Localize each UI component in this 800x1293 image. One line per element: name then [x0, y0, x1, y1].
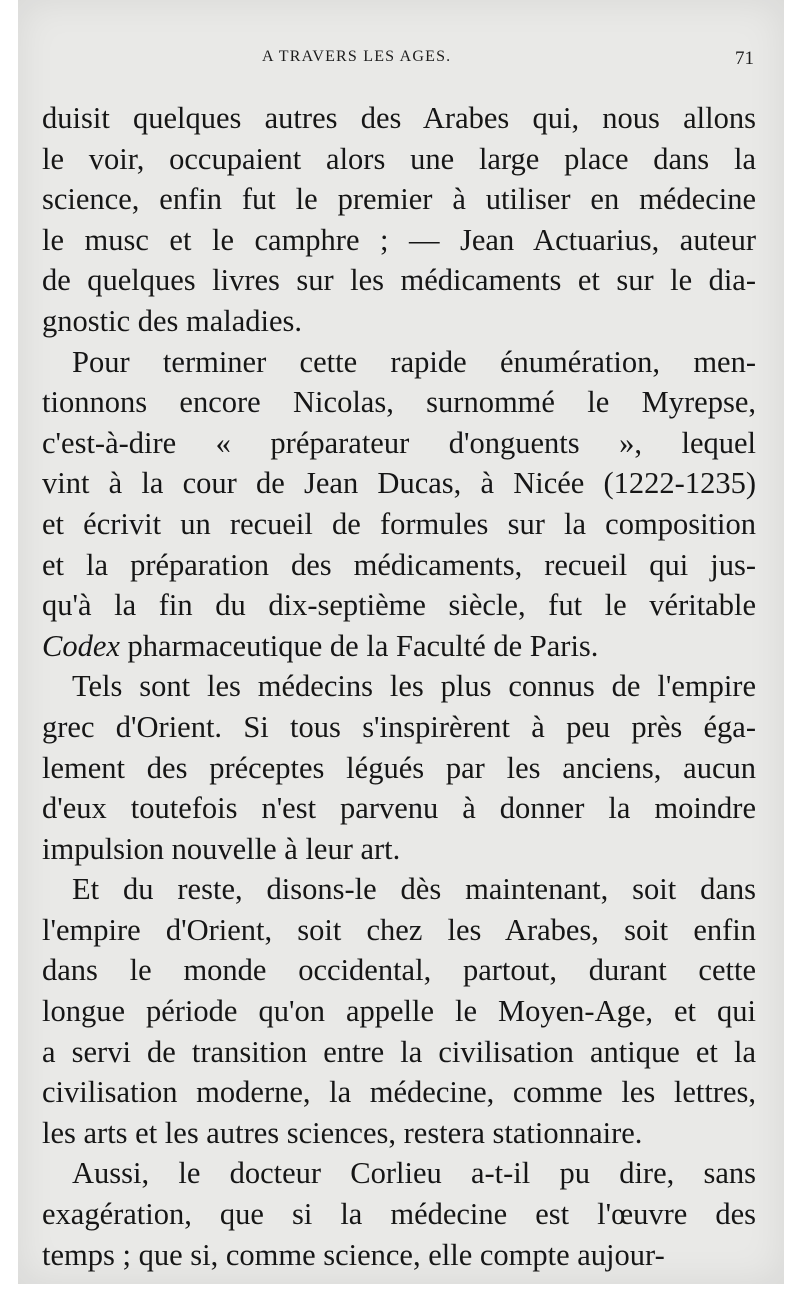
- text-line: civilisation moderne, la médecine, comme les lettres,: [42, 1075, 756, 1110]
- book-page: [18, 0, 784, 1284]
- text-line: l'empire d'Orient, soit chez les Arabes, soit enfin: [42, 912, 756, 947]
- text-line: c'est-à-dire « préparateur d'onguents », lequel: [42, 425, 756, 460]
- text-line: Codex pharmaceutique de la Faculté de Paris.: [42, 628, 599, 663]
- text-line: Pour terminer cette rapide énumération, men-: [72, 344, 756, 379]
- text-line: Aussi, le docteur Corlieu a-t-il pu dire, sans: [72, 1156, 756, 1191]
- text-line: lement des préceptes légués par les anciens, aucun: [42, 750, 756, 785]
- paragraph: [42, 98, 756, 342]
- text-line: a servi de transition entre la civilisation antique et la: [42, 1034, 756, 1069]
- text-line: longue période qu'on appelle le Moyen-Age, et qui: [42, 994, 756, 1029]
- text-line: les arts et les autres sciences, restera stationnaire.: [42, 1115, 643, 1150]
- text-line: le voir, occupaient alors une large place dans la: [42, 141, 756, 176]
- running-title: A TRAVERS LES AGES.: [262, 48, 452, 65]
- text-line: gnostic des maladies.: [42, 303, 303, 338]
- text-line: qu'à la fin du dix-septième siècle, fut le véritable: [42, 588, 756, 623]
- paragraph: [42, 342, 756, 667]
- text-line: science, enfin fut le premier à utiliser en médecine: [42, 182, 756, 217]
- paragraph: [42, 666, 756, 869]
- text-line: d'eux toutefois n'est parvenu à donner la moindre: [42, 791, 756, 826]
- body-text: [42, 98, 756, 1275]
- running-head: [18, 48, 784, 74]
- text-line: Et du reste, disons-le dès maintenant, soit dans: [72, 872, 756, 907]
- italic-word: Codex: [42, 628, 120, 663]
- text-line: Tels sont les médecins les plus connus de l'empire: [72, 669, 756, 704]
- text-line: exagération, que si la médecine est l'œuvre des: [42, 1197, 756, 1232]
- paragraph: [42, 1153, 756, 1275]
- page-number: 71: [735, 48, 754, 69]
- text-line: temps ; que si, comme science, elle compte aujour-: [42, 1237, 665, 1272]
- text-line: duisit quelques autres des Arabes qui, nous allons: [42, 101, 756, 135]
- text-line: le musc et le camphre ; — Jean Actuarius, auteur: [42, 222, 756, 257]
- text-line: grec d'Orient. Si tous s'inspirèrent à peu près éga-: [42, 709, 756, 744]
- text-line: tionnons encore Nicolas, surnommé le Myrepse,: [42, 385, 756, 420]
- text-line: dans le monde occidental, partout, durant cette: [42, 953, 756, 988]
- text-line: et écrivit un recueil de formules sur la composition: [42, 506, 756, 541]
- text-line: vint à la cour de Jean Ducas, à Nicée (1222-1235): [42, 466, 756, 501]
- text-line: et la préparation des médicaments, recueil qui jus-: [42, 547, 756, 582]
- text-line: impulsion nouvelle à leur art.: [42, 831, 401, 866]
- text-line: de quelques livres sur les médicaments et sur le dia-: [42, 263, 756, 298]
- paragraph: [42, 869, 756, 1153]
